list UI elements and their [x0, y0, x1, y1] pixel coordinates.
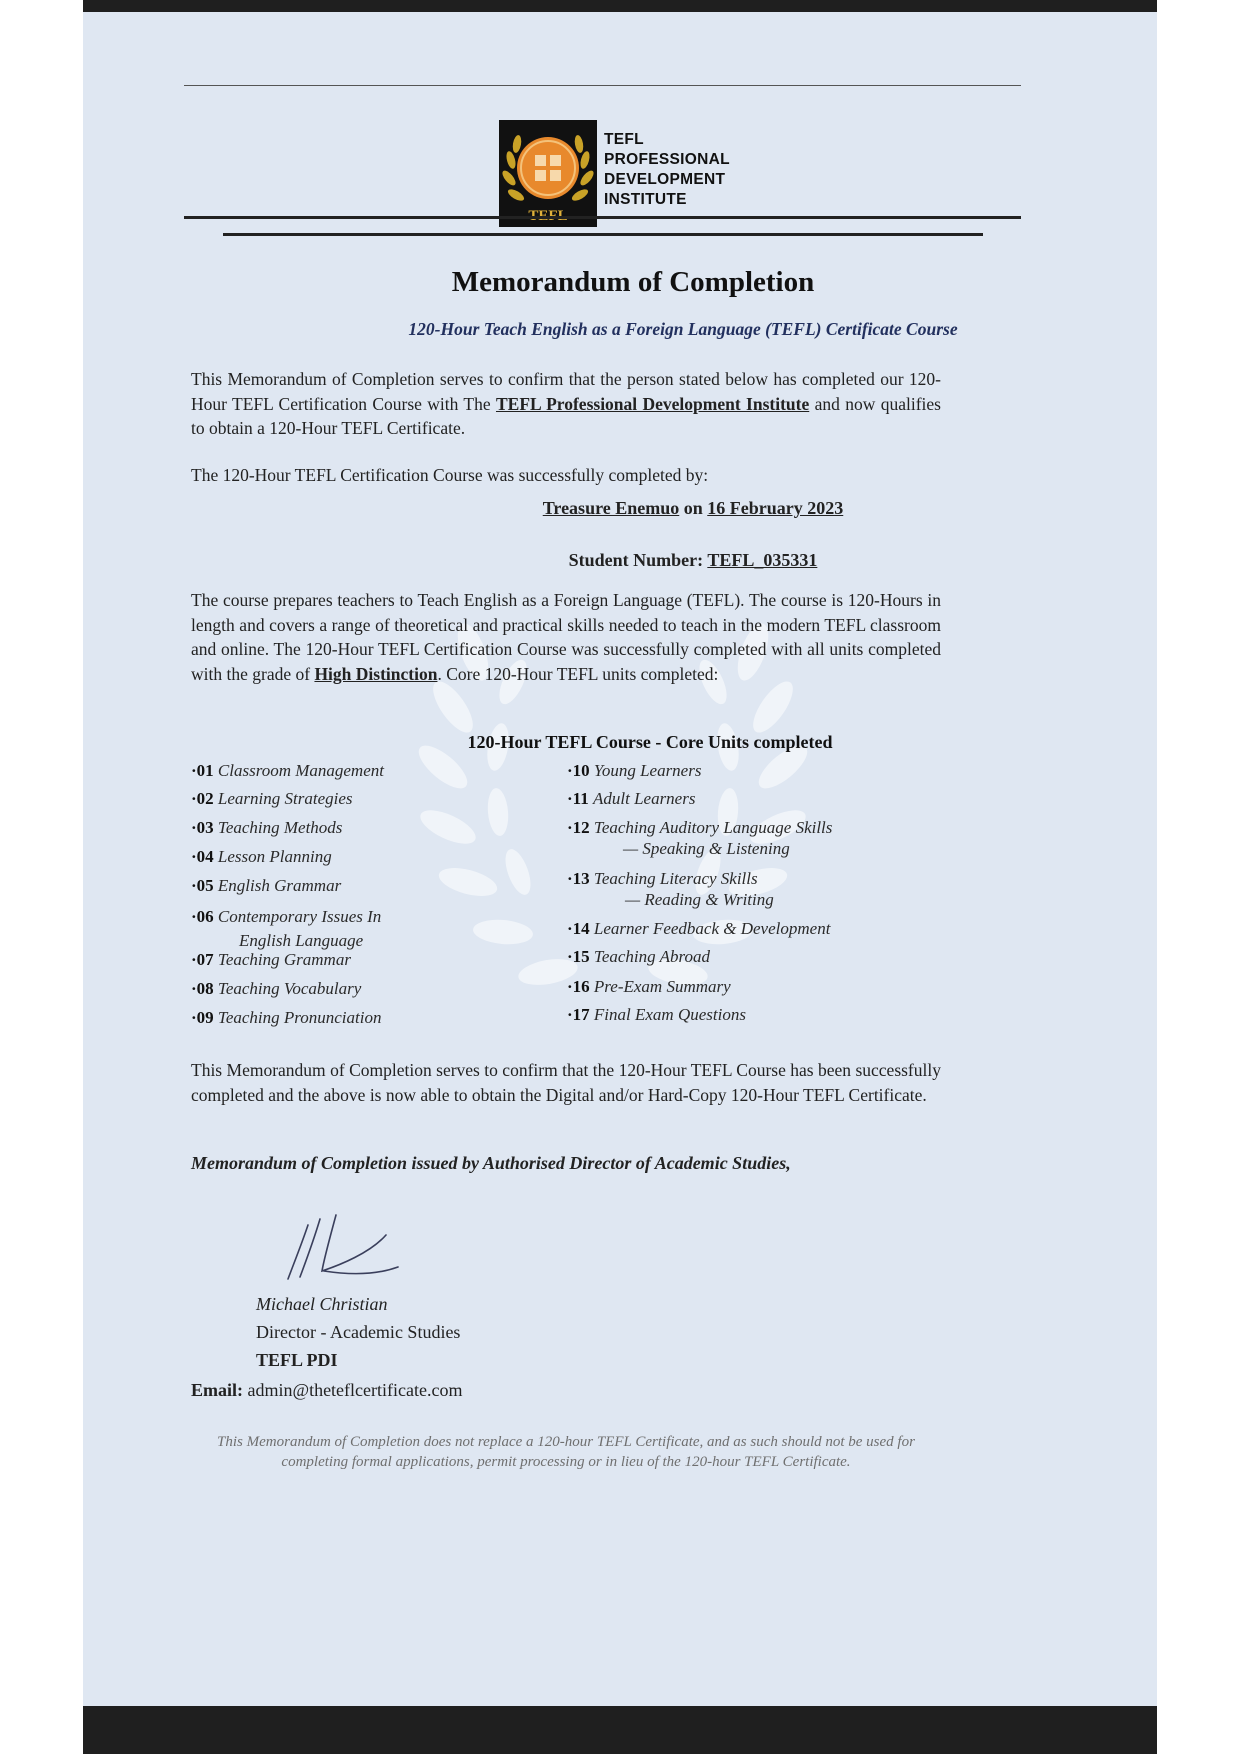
unit-number: ·06 — [191, 907, 214, 926]
unit-name: Learning Strategies — [217, 789, 353, 808]
contact-email — [191, 1380, 462, 1401]
student-number: TEFL_035331 — [707, 550, 818, 570]
header-thick-rule — [184, 216, 1021, 219]
unit-16 — [567, 976, 731, 997]
unit-09 — [191, 1007, 381, 1028]
course-text-start: The course prepares teachers to Teach English as a Foreign Language (TEFL). The course is 120-Hours in length and covers a range of theoretical and practical skills needed to teach in the modern TEFL classroom and online. The 120-Hour TEFL Certification Course was successfully completed with all units completed with the grade of — [191, 590, 941, 684]
unit-name-continued: English Language — [239, 931, 364, 950]
unit-number: ·04 — [191, 847, 214, 866]
student-number-line — [83, 550, 1157, 571]
institute-logo — [499, 120, 749, 230]
document-subtitle: 120-Hour Teach English as a Foreign Language (TEFL) Certificate Course — [408, 319, 958, 339]
unit-number: ·11 — [567, 789, 589, 808]
institute-link-text: TEFL Professional Development Institute — [495, 393, 810, 414]
unit-05 — [191, 875, 341, 896]
student-on: on — [679, 498, 708, 518]
unit-name: Teaching Methods — [217, 818, 343, 837]
unit-13 — [567, 868, 774, 910]
issued-by-line: Memorandum of Completion issued by Authorised Director of Academic Studies, — [191, 1153, 791, 1173]
unit-name: Pre-Exam Summary — [593, 977, 731, 996]
intro-text-end: and now qualifies to obtain a 120-Hour TEFL Certificate. — [191, 393, 941, 438]
unit-14 — [567, 918, 830, 939]
unit-number: ·16 — [567, 977, 590, 996]
email-address: admin@theteflcertificate.com — [247, 1380, 463, 1400]
unit-name: Adult Learners — [592, 789, 696, 808]
unit-number: ·17 — [567, 1005, 590, 1024]
disclaimer-note: This Memorandum of Completion does not replace a 120-hour TEFL Certificate, and as such should not be used for completing formal applications, permit processing or in lieu of the 120-hour TEFL Certificate. — [217, 1434, 915, 1470]
memorandum-page — [83, 12, 1157, 1706]
unit-name: Teaching Pronunciation — [217, 1008, 382, 1027]
unit-number: ·02 — [191, 789, 214, 808]
unit-number: ·03 — [191, 818, 214, 837]
closing-paragraph: This Memorandum of Completion serves to confirm that the 120-Hour TEFL Course has been successfully completed and the above is now able to obtain the Digital and/or Hard-Copy 120-Hour TEFL Certificate. — [191, 1060, 941, 1105]
unit-12 — [567, 817, 832, 859]
intro-text-start: This Memorandum of Completion serves to confirm that the person stated below has completed our 120-Hour TEFL Certification Course with The — [191, 369, 941, 414]
course-text-end: . Core 120-Hour TEFL units completed: — [437, 663, 719, 684]
unit-number: ·08 — [191, 979, 214, 998]
director-signature — [280, 1205, 410, 1285]
unit-07 — [191, 949, 351, 970]
completion-date: 16 February 2023 — [707, 498, 844, 518]
unit-name: Contemporary Issues In — [217, 907, 382, 926]
unit-number: ·12 — [567, 818, 590, 837]
top-thin-rule — [184, 85, 1021, 86]
signatory-org: TEFL PDI — [256, 1350, 338, 1370]
intro-paragraph — [191, 367, 941, 441]
unit-06 — [191, 905, 381, 953]
unit-number: ·09 — [191, 1008, 214, 1027]
unit-number: ·01 — [191, 761, 214, 780]
course-description — [191, 588, 941, 686]
unit-name: Lesson Planning — [217, 847, 332, 866]
unit-name: Young Learners — [593, 761, 702, 780]
header-second-rule — [223, 233, 983, 236]
unit-name: Final Exam Questions — [593, 1005, 746, 1024]
institute-name-line-3: DEVELOPMENT — [604, 171, 726, 188]
unit-number: ·10 — [567, 761, 590, 780]
unit-15 — [567, 946, 710, 967]
unit-name: Teaching Vocabulary — [217, 979, 362, 998]
unit-02 — [191, 788, 353, 809]
unit-name-continued: — Speaking & Listening — [623, 839, 790, 858]
institute-name-line-2: PROFESSIONAL — [604, 151, 730, 168]
unit-01 — [191, 760, 384, 781]
unit-name: Teaching Abroad — [593, 947, 710, 966]
unit-name: Learner Feedback & Development — [593, 919, 831, 938]
completed-by-label: The 120-Hour TEFL Certification Course was successfully completed by: — [191, 465, 709, 485]
institute-name-line-1: TEFL — [604, 131, 644, 148]
unit-name: Teaching Literacy Skills — [593, 869, 758, 888]
unit-03 — [191, 817, 342, 838]
unit-number: ·13 — [567, 869, 590, 888]
student-name: Treasure Enemuo — [542, 498, 680, 518]
unit-number: ·07 — [191, 950, 214, 969]
email-label: Email: — [191, 1380, 243, 1400]
unit-number: ·14 — [567, 919, 590, 938]
tefl-seal-icon — [499, 120, 597, 227]
student-number-label: Student Number: — [568, 550, 708, 570]
unit-17 — [567, 1004, 746, 1025]
signatory-role: Director - Academic Studies — [256, 1322, 461, 1342]
document-title: Memorandum of Completion — [451, 266, 815, 298]
unit-name-continued: — Reading & Writing — [625, 890, 774, 909]
units-heading: 120-Hour TEFL Course - Core Units completed — [467, 732, 833, 752]
institute-name — [604, 130, 730, 210]
unit-name: Teaching Grammar — [217, 950, 351, 969]
institute-name-line-4: INSTITUTE — [604, 191, 687, 208]
unit-name: English Grammar — [217, 876, 342, 895]
student-line — [83, 498, 1157, 519]
unit-number: ·15 — [567, 947, 590, 966]
unit-04 — [191, 846, 332, 867]
unit-name: Classroom Management — [217, 761, 384, 780]
unit-11 — [567, 788, 695, 809]
unit-name: Teaching Auditory Language Skills — [593, 818, 833, 837]
unit-08 — [191, 978, 361, 999]
unit-number: ·05 — [191, 876, 214, 895]
top-frame-bar — [83, 0, 1157, 12]
bottom-frame-bar — [83, 1706, 1157, 1754]
signatory-name: Michael Christian — [256, 1294, 388, 1314]
unit-10 — [567, 760, 701, 781]
grade: High Distinction — [314, 663, 438, 684]
